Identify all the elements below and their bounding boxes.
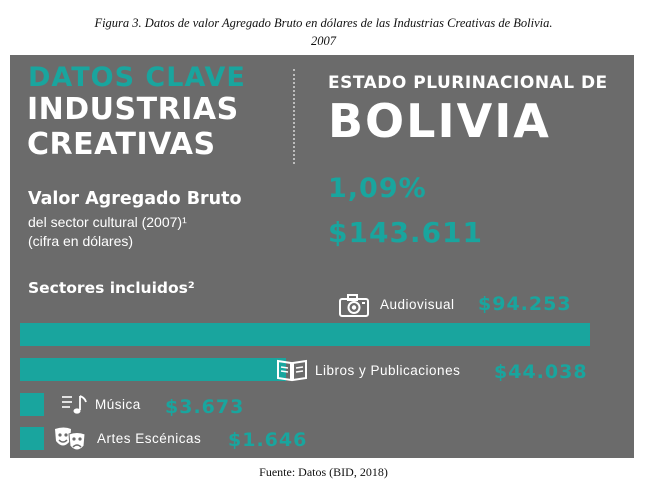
- music-note-icon: [60, 393, 90, 422]
- country-name: BOLIVIA: [328, 94, 551, 148]
- sector-label: Libros y Publicaciones: [315, 363, 461, 378]
- sector-value-label: $1.646: [228, 429, 308, 451]
- vertical-divider: [293, 69, 295, 164]
- percent-metric: 1,09%: [328, 173, 427, 204]
- vab-subtitle-line-1: del sector cultural (2007)¹: [28, 214, 187, 230]
- caption-line-2: 2007: [311, 34, 336, 48]
- sector-value-label: $94.253: [478, 293, 572, 315]
- sector-label: Artes Escénicas: [97, 431, 202, 446]
- caption-line-1: Figura 3. Datos de valor Agregado Bruto en dólares de las Industrias Creativas de Bolivia.: [94, 16, 553, 30]
- total-metric: $143.611: [328, 216, 484, 249]
- infographic-panel: [10, 55, 634, 458]
- vab-subtitle: [28, 213, 187, 251]
- camera-icon: [338, 293, 370, 324]
- sector-label: Audiovisual: [380, 297, 455, 312]
- sector-label: Música: [95, 397, 141, 412]
- sector-value-label: $3.673: [165, 396, 245, 418]
- vab-title: Valor Agregado Bruto: [28, 189, 242, 209]
- bar-m-sica: [20, 393, 44, 416]
- country-label: ESTADO PLURINACIONAL DE: [328, 73, 608, 93]
- vab-subtitle-line-2: (cifra en dólares): [28, 233, 134, 249]
- figure-caption: [10, 14, 637, 50]
- headline-line-2: CREATIVAS: [27, 127, 216, 162]
- sector-value-label: $44.038: [494, 361, 588, 383]
- book-icon: [276, 358, 308, 387]
- bar-audiovisual: [20, 323, 590, 346]
- bar-libros-y-publicaciones: [20, 358, 286, 381]
- headline-line-1: INDUSTRIAS: [27, 92, 239, 127]
- source-note: Fuente: Datos (BID, 2018): [259, 465, 388, 479]
- headline: [27, 92, 239, 162]
- sectors-title: Sectores incluidos²: [28, 279, 195, 297]
- theater-masks-icon: [52, 426, 88, 458]
- bar-artes-esc-nicas: [20, 427, 44, 450]
- kicker-title: DATOS CLAVE: [28, 62, 246, 93]
